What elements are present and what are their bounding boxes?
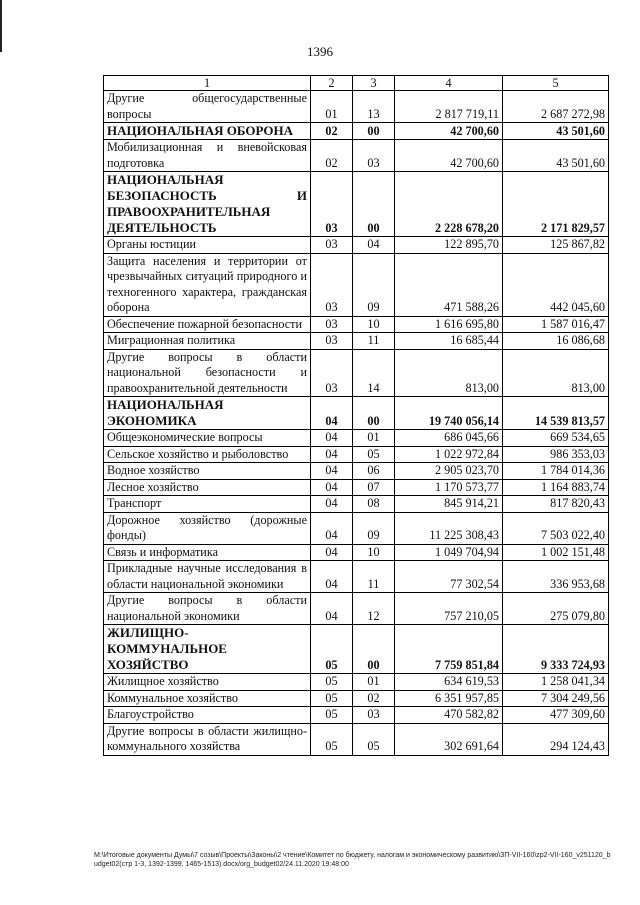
row-name-cell: Лесное хозяйство (104, 479, 311, 496)
row-subsection-code: 14 (353, 349, 395, 397)
row-subsection-code: 07 (353, 479, 395, 496)
row-section-code: 03 (311, 237, 353, 254)
table-row (104, 430, 609, 447)
row-subsection-code: 08 (353, 496, 395, 513)
row-name-cell: НАЦИОНАЛЬНАЯ БЕЗОПАСНОСТЬ И ПРАВООХРАНИТЕЛЬНАЯ ДЕЯТЕЛЬНОСТЬ (104, 172, 311, 237)
row-value-col5: 275 079,80 (503, 593, 609, 625)
row-value-col4: 11 225 308,43 (395, 512, 503, 544)
row-section-code: 01 (311, 91, 353, 123)
row-section-code: 05 (311, 707, 353, 724)
table-row (104, 91, 609, 123)
row-subsection-code: 10 (353, 316, 395, 333)
row-subsection-code: 03 (353, 140, 395, 172)
table-row (104, 625, 609, 674)
row-name-cell: Жилищное хозяйство (104, 674, 311, 691)
row-value-col5: 7 503 022,40 (503, 512, 609, 544)
row-subsection-code: 10 (353, 544, 395, 561)
row-value-col4: 813,00 (395, 349, 503, 397)
row-name-cell: Обеспечение пожарной безопасности (104, 316, 311, 333)
row-section-code: 04 (311, 593, 353, 625)
row-name-cell: Общеэкономические вопросы (104, 430, 311, 447)
header-col-5: 5 (503, 76, 609, 91)
row-value-col4: 757 210,05 (395, 593, 503, 625)
row-section-code: 04 (311, 430, 353, 447)
row-section-code: 03 (311, 253, 353, 316)
row-name-cell: НАЦИОНАЛЬНАЯ ЭКОНОМИКА (104, 397, 311, 430)
row-section-code: 04 (311, 544, 353, 561)
table-row (104, 237, 609, 254)
row-value-col5: 813,00 (503, 349, 609, 397)
row-value-col5: 1 587 016,47 (503, 316, 609, 333)
row-name-cell: Сельское хозяйство и рыболовство (104, 446, 311, 463)
table-row (104, 512, 609, 544)
row-subsection-code: 02 (353, 690, 395, 707)
row-name-cell: ЖИЛИЩНО-КОММУНАЛЬНОЕ ХОЗЯЙСТВО (104, 625, 311, 674)
row-value-col5: 986 353,03 (503, 446, 609, 463)
row-value-col4: 2 228 678,20 (395, 172, 503, 237)
row-subsection-code: 05 (353, 723, 395, 755)
row-subsection-code: 00 (353, 397, 395, 430)
document-footer-path: M:\Итоговые документы Думы\7 созыв\Проекты\Законы\2 чтение\Комитет по бюджету, налогам и экономическому развитию\ЗП-VII-160\zp2-VII-160_v251120_budget02(стр 1-3, 1392-1399, 1465-1513).docx/org_budget02/24.11.2020 19:48:00 (94, 852, 611, 868)
row-value-col4: 302 691,64 (395, 723, 503, 755)
row-name-cell: Другие вопросы в области национальной безопасности и правоохранительной деятельности (104, 349, 311, 397)
row-name-cell: Коммунальное хозяйство (104, 690, 311, 707)
row-name-cell: Другие общегосударственные вопросы (104, 91, 311, 123)
table-row (104, 349, 609, 397)
row-name-cell: Прикладные научные исследования в области национальной экономики (104, 561, 311, 593)
row-subsection-code: 11 (353, 333, 395, 350)
row-value-col4: 122 895,70 (395, 237, 503, 254)
row-section-code: 04 (311, 397, 353, 430)
row-subsection-code: 01 (353, 674, 395, 691)
row-value-col4: 19 740 056,14 (395, 397, 503, 430)
row-value-col5: 2 687 272,98 (503, 91, 609, 123)
row-value-col5: 1 164 883,74 (503, 479, 609, 496)
row-subsection-code: 04 (353, 237, 395, 254)
header-col-2: 2 (311, 76, 353, 91)
row-section-code: 04 (311, 561, 353, 593)
table-row (104, 333, 609, 350)
row-value-col5: 125 867,82 (503, 237, 609, 254)
table-header-row (104, 76, 609, 91)
row-name-cell: Связь и информатика (104, 544, 311, 561)
row-section-code: 03 (311, 333, 353, 350)
row-name-cell: НАЦИОНАЛЬНАЯ ОБОРОНА (104, 123, 311, 140)
row-value-col5: 477 309,60 (503, 707, 609, 724)
table-row (104, 544, 609, 561)
row-subsection-code: 12 (353, 593, 395, 625)
row-section-code: 03 (311, 349, 353, 397)
row-section-code: 04 (311, 496, 353, 513)
row-section-code: 02 (311, 123, 353, 140)
table-row (104, 593, 609, 625)
row-value-col5: 16 086,68 (503, 333, 609, 350)
table-body (104, 91, 609, 756)
row-subsection-code: 01 (353, 430, 395, 447)
row-value-col4: 42 700,60 (395, 123, 503, 140)
budget-table (103, 75, 609, 756)
row-value-col5: 817 820,43 (503, 496, 609, 513)
row-value-col5: 1 258 041,34 (503, 674, 609, 691)
row-value-col5: 43 501,60 (503, 123, 609, 140)
table-row (104, 172, 609, 237)
row-subsection-code: 11 (353, 561, 395, 593)
row-section-code: 04 (311, 446, 353, 463)
page-number: 1396 (307, 44, 333, 59)
row-subsection-code: 00 (353, 172, 395, 237)
row-value-col5: 2 171 829,57 (503, 172, 609, 237)
row-value-col4: 634 619,53 (395, 674, 503, 691)
row-value-col5: 669 534,65 (503, 430, 609, 447)
row-section-code: 03 (311, 172, 353, 237)
row-value-col4: 16 685,44 (395, 333, 503, 350)
row-value-col5: 7 304 249,56 (503, 690, 609, 707)
row-name-cell: Водное хозяйство (104, 463, 311, 480)
row-value-col4: 470 582,82 (395, 707, 503, 724)
row-name-cell: Другие вопросы в области национальной экономики (104, 593, 311, 625)
row-value-col4: 1 049 704,94 (395, 544, 503, 561)
row-value-col5: 14 539 813,57 (503, 397, 609, 430)
header-col-4: 4 (395, 76, 503, 91)
row-subsection-code: 09 (353, 253, 395, 316)
header-col-3: 3 (353, 76, 395, 91)
row-section-code: 05 (311, 674, 353, 691)
row-name-cell: Благоустройство (104, 707, 311, 724)
row-name-cell: Защита населения и территории от чрезвычайных ситуаций природного и техногенного характера, гражданская оборона (104, 253, 311, 316)
table-row (104, 707, 609, 724)
row-subsection-code: 00 (353, 123, 395, 140)
row-subsection-code: 09 (353, 512, 395, 544)
table-row (104, 674, 609, 691)
row-section-code: 03 (311, 316, 353, 333)
row-section-code: 05 (311, 690, 353, 707)
table-row (104, 496, 609, 513)
row-value-col5: 442 045,60 (503, 253, 609, 316)
row-subsection-code: 03 (353, 707, 395, 724)
table-row (104, 723, 609, 755)
row-value-col5: 43 501,60 (503, 140, 609, 172)
table-row (104, 561, 609, 593)
row-section-code: 04 (311, 463, 353, 480)
table-row (104, 316, 609, 333)
row-value-col4: 1 170 573,77 (395, 479, 503, 496)
row-name-cell: Транспорт (104, 496, 311, 513)
table-row (104, 397, 609, 430)
table-row (104, 690, 609, 707)
row-subsection-code: 13 (353, 91, 395, 123)
table-row (104, 479, 609, 496)
table-row (104, 123, 609, 140)
row-value-col4: 1 616 695,80 (395, 316, 503, 333)
row-section-code: 04 (311, 512, 353, 544)
row-name-cell: Дорожное хозяйство (дорожные фонды) (104, 512, 311, 544)
table-row (104, 140, 609, 172)
header-col-1: 1 (104, 76, 311, 91)
row-section-code: 05 (311, 723, 353, 755)
row-value-col4: 2 905 023,70 (395, 463, 503, 480)
row-name-cell: Другие вопросы в области жилищно-коммунального хозяйства (104, 723, 311, 755)
table-row (104, 253, 609, 316)
row-value-col5: 294 124,43 (503, 723, 609, 755)
row-section-code: 02 (311, 140, 353, 172)
row-subsection-code: 06 (353, 463, 395, 480)
row-name-cell: Органы юстиции (104, 237, 311, 254)
row-value-col5: 1 002 151,48 (503, 544, 609, 561)
row-value-col4: 845 914,21 (395, 496, 503, 513)
row-value-col4: 2 817 719,11 (395, 91, 503, 123)
row-subsection-code: 05 (353, 446, 395, 463)
row-section-code: 05 (311, 625, 353, 674)
row-value-col4: 471 588,26 (395, 253, 503, 316)
table-row (104, 463, 609, 480)
row-value-col4: 7 759 851,84 (395, 625, 503, 674)
row-value-col4: 6 351 957,85 (395, 690, 503, 707)
row-name-cell: Мобилизационная и вневойсковая подготовка (104, 140, 311, 172)
row-section-code: 04 (311, 479, 353, 496)
row-value-col5: 336 953,68 (503, 561, 609, 593)
row-name-cell: Миграционная политика (104, 333, 311, 350)
row-subsection-code: 00 (353, 625, 395, 674)
row-value-col5: 1 784 014,36 (503, 463, 609, 480)
row-value-col4: 42 700,60 (395, 140, 503, 172)
row-value-col4: 686 045,66 (395, 430, 503, 447)
row-value-col5: 9 333 724,93 (503, 625, 609, 674)
row-value-col4: 1 022 972,84 (395, 446, 503, 463)
table-row (104, 446, 609, 463)
row-value-col4: 77 302,54 (395, 561, 503, 593)
